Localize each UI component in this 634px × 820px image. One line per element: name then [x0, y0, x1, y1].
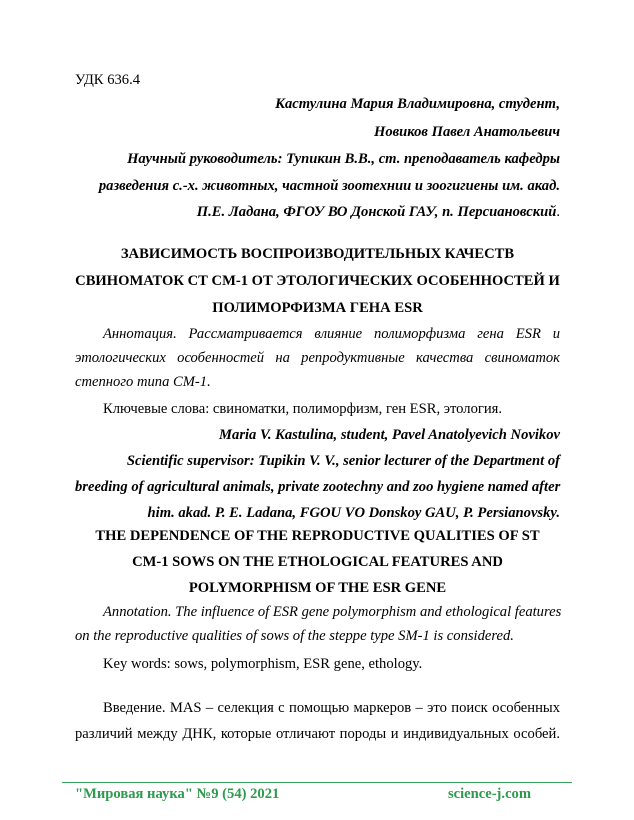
- title-en-line-2: CM-1 SOWS ON THE ETHOLOGICAL FEATURES AND: [132, 554, 503, 570]
- supervisor-en-line-1: Scientific supervisor: Tupikin V. V., senior lecturer of the Department of: [126, 453, 560, 469]
- abstract-ru-line-3: степного типа СМ-1.: [75, 374, 211, 390]
- footer-site-link[interactable]: science-j.com: [447, 786, 531, 802]
- abstract-ru-line-2: этологических особенностей на репродуктивные качества свиноматок: [75, 350, 560, 366]
- supervisor-line-2: разведения с.-х. животных, частной зоотехнии и зоогигиены им. акад.: [98, 178, 560, 194]
- keywords-ru: Ключевые слова: свиноматки, полиморфизм, ген ESR, этология.: [103, 401, 503, 417]
- title-ru-line-1: ЗАВИСИМОСТЬ ВОСПРОИЗВОДИТЕЛЬНЫХ КАЧЕСТВ: [120, 246, 515, 262]
- supervisor-period: .: [556, 204, 560, 220]
- supervisor-en-line-3: him. akad. P. E. Ladana, FGOU VO Donskoy GAU, P. Persianovsky.: [147, 505, 560, 521]
- footer-divider: [62, 782, 572, 783]
- supervisor-line-1: Научный руководитель: Тупикин В.В., ст. преподаватель кафедры: [127, 151, 560, 167]
- udc-code: УДК 636.4: [75, 72, 141, 88]
- author-line-2: Новиков Павел Анатольевич: [374, 124, 560, 140]
- title-ru-line-2: СВИНОМАТОК СТ СМ-1 ОТ ЭТОЛОГИЧЕСКИХ ОСОБЕННОСТЕЙ И: [75, 273, 560, 289]
- author-en-line-1: Maria V. Kastulina, student, Pavel Anatolyevich Novikov: [219, 427, 560, 443]
- supervisor-line-3: [75, 200, 560, 224]
- abstract-en-line-1: Annotation. The influence of ESR gene polymorphism and ethological features: [103, 604, 562, 620]
- intro-line-1: Введение. MAS – селекция с помощью маркеров – это поиск особенных: [103, 700, 560, 716]
- abstract-en-line-2: on the reproductive qualities of sows of the steppe type SM-1 is considered.: [75, 628, 514, 644]
- title-ru-line-3: ПОЛИМОРФИЗМА ГЕНА ESR: [212, 300, 423, 316]
- title-en-line-3: POLYMORPHISM OF THE ESR GENE: [188, 580, 447, 596]
- footer-journal: "Мировая наука" №9 (54) 2021: [75, 786, 280, 802]
- keywords-en: Key words: sows, polymorphism, ESR gene, ethology.: [103, 656, 423, 672]
- abstract-ru-line-1: Аннотация. Рассматривается влияние полиморфизма гена ESR и: [103, 326, 560, 342]
- title-en-line-1: THE DEPENDENCE OF THE REPRODUCTIVE QUALITIES OF ST: [95, 528, 540, 544]
- intro-line-2: различий между ДНК, которые отличают породы и индивидуальных особей.: [75, 726, 560, 742]
- supervisor-affiliation: П.Е. Ладана, ФГОУ ВО Донской ГАУ, п. Персиановский: [196, 204, 557, 220]
- author-line-1: Кастулина Мария Владимировна, студент,: [275, 96, 560, 112]
- supervisor-en-line-2: breeding of agricultural animals, private zootechny and zoo hygiene named after: [75, 479, 561, 495]
